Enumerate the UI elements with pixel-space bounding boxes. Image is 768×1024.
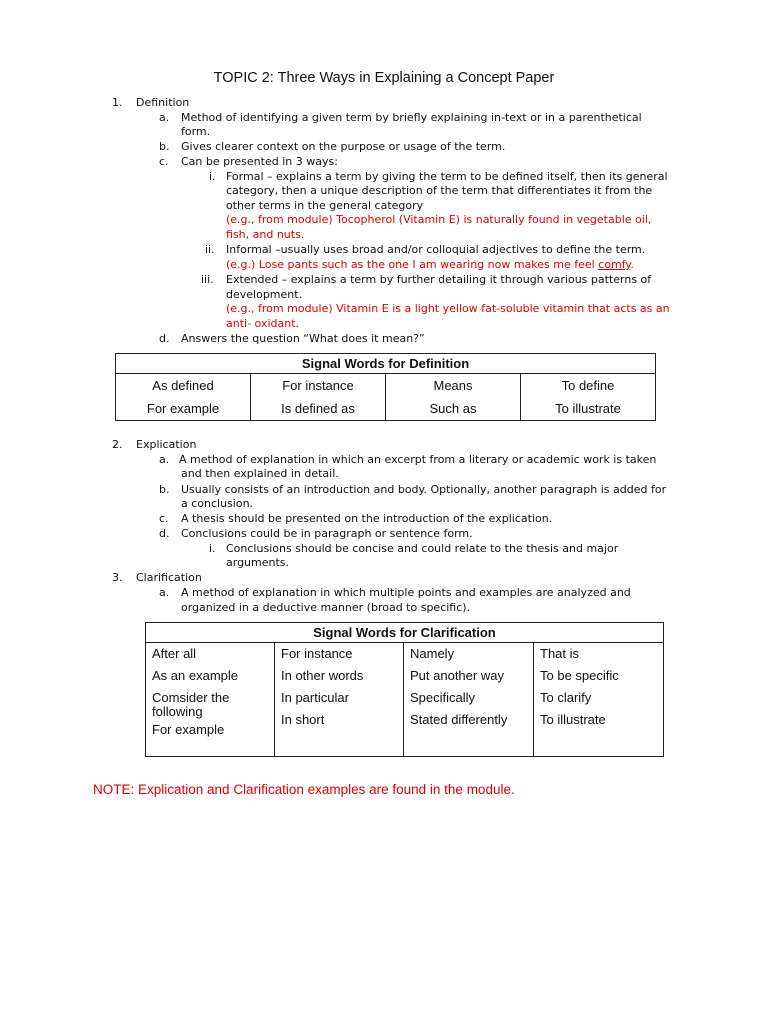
list-marker: i. <box>209 170 216 183</box>
example-text-part: (e.g.) Lose pants such as the one I am wearing now makes me feel <box>226 258 599 271</box>
table-column <box>534 643 664 757</box>
list-item: Can be presented in 3 ways: <box>181 155 338 168</box>
table-cell: For instance <box>251 374 386 397</box>
section-3-heading: Clarification <box>136 571 202 584</box>
table-cell: To illustrate <box>521 396 656 421</box>
list-item: A method of explanation in which multiple points and examples are analyzed and <box>181 586 631 599</box>
table-cell: After all <box>152 646 197 661</box>
list-marker: b. <box>159 483 170 496</box>
list-item: form. <box>181 125 211 138</box>
table-cell: Is defined as <box>251 396 386 421</box>
table-column <box>404 643 534 757</box>
list-marker: i. <box>209 542 216 555</box>
table-cell: Specifically <box>410 690 476 705</box>
table-cell: As defined <box>116 374 251 397</box>
table-cell: To illustrate <box>540 712 606 727</box>
list-item: Gives clearer context on the purpose or usage of the term. <box>181 140 506 153</box>
list-marker: c. <box>159 512 169 525</box>
list-item: arguments. <box>226 556 290 569</box>
list-item: organized in a deductive manner (broad to specific). <box>181 601 471 614</box>
section-1-heading: Definition <box>136 96 190 109</box>
table-column <box>146 643 275 757</box>
table-cell: For instance <box>281 646 353 661</box>
list-marker: a. <box>159 111 170 124</box>
list-item: Extended – explains a term by further detailing it through various patterns of <box>226 273 652 286</box>
example-text <box>226 258 634 273</box>
list-item: Informal –usually uses broad and/or colloquial adjectives to define the term. <box>226 243 646 256</box>
list-marker: d. <box>159 332 170 345</box>
example-text: (e.g., from module) Vitamin E is a light yellow fat-soluble vitamin that acts as an <box>226 302 670 315</box>
section-2-number: 2. <box>112 438 123 451</box>
table-column <box>275 643 404 757</box>
list-marker: a. <box>159 453 170 466</box>
table-cell: To define <box>521 374 656 397</box>
list-item: category, then a unique description of the term that differentiates it from the <box>226 184 653 197</box>
table-cell: To clarify <box>540 690 592 705</box>
list-item: A method of explanation in which an excerpt from a literary or academic work is taken <box>179 453 657 466</box>
table-cell: Namely <box>410 646 455 661</box>
list-marker: a. <box>159 586 170 599</box>
list-marker: b. <box>159 140 170 153</box>
clarification-signal-words-table <box>145 622 664 757</box>
table-cell: Stated differently <box>410 712 508 727</box>
underlined-word: comfy <box>598 258 631 271</box>
list-item: Conclusions should be concise and could relate to the thesis and major <box>226 542 619 555</box>
list-marker: ii. <box>205 243 215 256</box>
note-text: NOTE: Explication and Clarification examples are found in the module. <box>93 782 515 797</box>
section-3-number: 3. <box>112 571 123 584</box>
table-cell: In other words <box>281 668 364 683</box>
list-item: other terms in the general category <box>226 199 424 212</box>
definition-signal-words-table <box>115 353 656 421</box>
example-text-part: . <box>630 258 634 271</box>
table-cell: As an example <box>152 668 238 683</box>
table-row <box>146 643 664 757</box>
list-item: Usually consists of an introduction and body. Optionally, another paragraph is added for <box>181 483 667 496</box>
table-cell: In short <box>281 712 325 727</box>
list-marker: c. <box>159 155 169 168</box>
table-cell: Such as <box>386 396 521 421</box>
example-text: anti- oxidant. <box>226 317 300 330</box>
section-1-number: 1. <box>112 96 123 109</box>
example-text: (e.g., from module) Tocopherol (Vitamin E) is naturally found in vegetable oil, <box>226 213 652 226</box>
list-item: Answers the question “What does it mean?” <box>181 332 425 345</box>
table-cell: For example <box>152 722 225 737</box>
table-cell: Comsider the following <box>152 690 230 719</box>
table-header: Signal Words for Definition <box>116 354 656 374</box>
list-item: and then explained in detail. <box>181 467 339 480</box>
section-2-heading: Explication <box>136 438 197 451</box>
list-item: A thesis should be presented on the introduction of the explication. <box>181 512 553 525</box>
example-text: fish, and nuts. <box>226 228 305 241</box>
table-cell: Put another way <box>410 668 504 683</box>
table-row <box>116 396 656 421</box>
table-cell: To be specific <box>540 668 619 683</box>
table-cell: Means <box>386 374 521 397</box>
list-item: Method of identifying a given term by briefly explaining in-text or in a parenthetical <box>181 111 642 124</box>
page-title: TOPIC 2: Three Ways in Explaining a Concept Paper <box>213 70 555 86</box>
table-cell: In particular <box>281 690 349 705</box>
list-item: development. <box>226 288 303 301</box>
list-item: Formal – explains a term by giving the term to be defined itself, then its general <box>226 170 668 183</box>
list-item: a conclusion. <box>181 497 254 510</box>
table-row <box>116 374 656 397</box>
table-header: Signal Words for Clarification <box>146 623 664 643</box>
table-cell: For example <box>116 396 251 421</box>
list-marker: d. <box>159 527 170 540</box>
table-cell: That is <box>540 646 580 661</box>
list-marker: iii. <box>201 273 214 286</box>
list-item: Conclusions could be in paragraph or sentence form. <box>181 527 473 540</box>
